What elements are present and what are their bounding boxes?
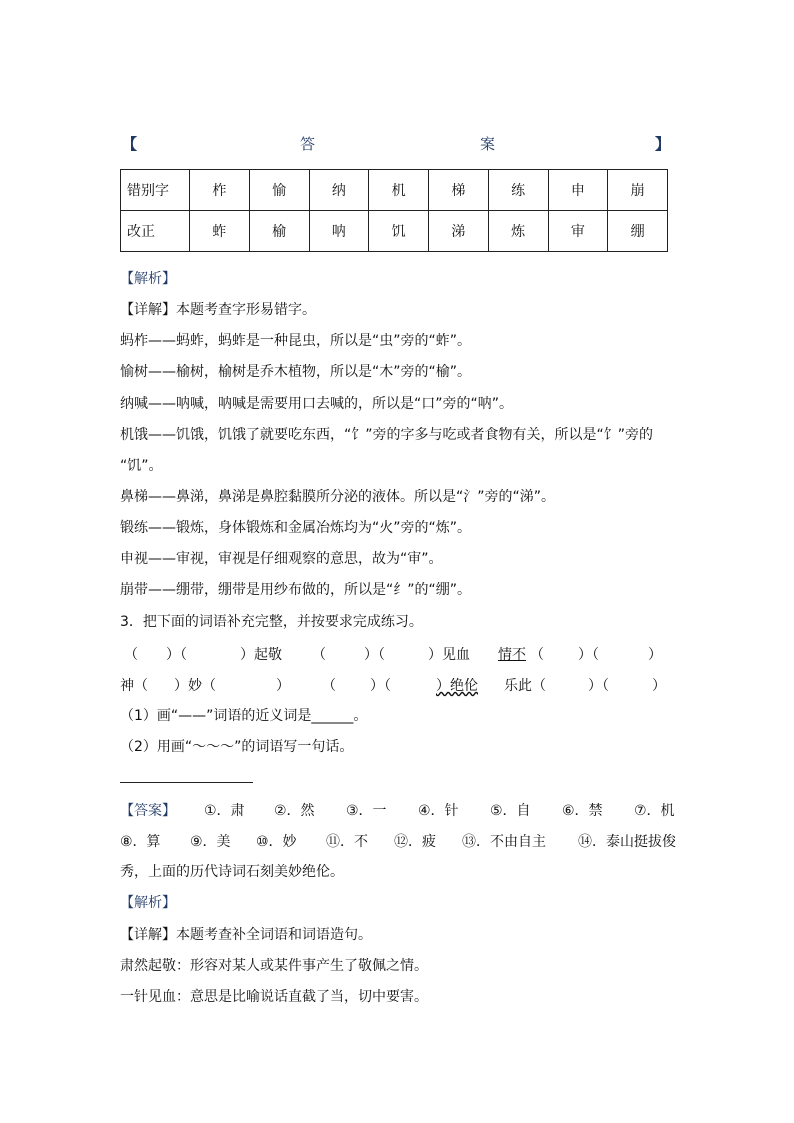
table-cell: 练 [488, 170, 548, 211]
explanation-line: 肃然起敬：形容对某人或某件事产生了敬佩之情。 [120, 958, 428, 974]
detail-intro: 【详解】本题考查字形易错字。 [120, 302, 316, 318]
answer-item: ⑬．不由自主 [462, 834, 546, 850]
explanation-line: 申视——审视，审视是仔细观察的意思，故为“审”。 [120, 551, 443, 567]
table-cell: 崩 [608, 170, 668, 211]
explanation-line: 锻练——锻炼，身体锻炼和金属冶炼均为“火”旁的“炼”。 [120, 520, 472, 536]
table-cell: 愉 [249, 170, 309, 211]
header-label-2: 案 [480, 135, 496, 153]
answer-item: ①．肃 [204, 803, 245, 819]
table-row-head: 错别字 [121, 170, 190, 211]
answer-item: ⑨．美 [190, 834, 231, 850]
table-cell: 涕 [429, 211, 489, 252]
answer-item: ④．针 [418, 803, 459, 819]
detail-intro: 【详解】本题考查补全词语和词语造句。 [120, 927, 372, 943]
table-cell: 饥 [369, 211, 429, 252]
table-cell: 申 [548, 170, 608, 211]
answer-item: ⑭．泰山挺拔俊 [578, 834, 676, 850]
correction-table [120, 169, 668, 252]
blank-text: ）（ [364, 647, 385, 663]
explanation-line: 纳喊——呐喊，呐喊是需要用口去喊的，所以是“口”旁的“呐”。 [120, 396, 514, 412]
header-label-1: 答 [300, 135, 316, 153]
section-heading-jiexi: 【解析】 [120, 271, 176, 287]
table-cell: 呐 [309, 211, 369, 252]
table-row-head: 改正 [121, 211, 190, 252]
answer-continuation: 秀，上面的历代诗词石刻美妙绝伦。 [120, 864, 344, 880]
table-cell: 机 [369, 170, 429, 211]
answer-item: ③．一 [346, 803, 387, 819]
explanation-line: 崩带——绷带，绷带是用纱布做的，所以是“纟”的“绷”。 [120, 582, 472, 598]
section-heading-jiexi: 【解析】 [120, 895, 176, 911]
blank-text: ）（ [578, 647, 599, 663]
sub-question-1: （1）画“——”词语的近义词是______。 [120, 708, 368, 724]
header-close-bracket: 】 [654, 135, 670, 153]
explanation-line: 鼻梯——鼻涕，鼻涕是鼻腔黏膜所分泌的液体。所以是“氵”旁的“涕”。 [120, 489, 556, 505]
answer-item: ②．然 [274, 803, 315, 819]
blank-text: ）（ [588, 678, 609, 694]
table-cell: 绷 [608, 211, 668, 252]
blank-text: 乐此（ [504, 678, 546, 694]
answer-divider [120, 782, 253, 783]
blank-text: 神（ [120, 678, 148, 694]
explanation-line: 机饿——饥饿，饥饿了就要吃东西，“饣”旁的字多与吃或者食物有关，所以是“饣”旁的 [120, 427, 654, 443]
header-open-bracket: 【 [122, 135, 138, 153]
fill-row-1 [120, 644, 680, 664]
table-cell: 柞 [190, 170, 250, 211]
table-cell: 炼 [488, 211, 548, 252]
answer-row-1 [120, 800, 680, 822]
blank-text: ）妙（ [174, 678, 216, 694]
blank-text: ）见血 [428, 647, 470, 663]
explanation-line: “饥”。 [120, 458, 163, 474]
table-cell: 梯 [429, 170, 489, 211]
blank-text: ） [648, 647, 662, 663]
table-row [121, 170, 668, 211]
blank-text: （ [124, 647, 138, 663]
blank-text: （ [322, 678, 336, 694]
blank-text: ）起敬 [240, 647, 282, 663]
explanation-line: 愉树——榆树，榆树是乔木植物，所以是“木”旁的“榆”。 [120, 364, 472, 380]
blank-text: ）（ [166, 647, 187, 663]
answer-item: ⑪．不 [326, 834, 368, 850]
blank-text: （ [530, 647, 544, 663]
answer-item: ⑧．算 [120, 834, 161, 850]
explanation-line: 一针见血：意思是比喻说话直截了当，切中要害。 [120, 989, 428, 1005]
blank-text: （ [312, 647, 326, 663]
table-cell: 蚱 [190, 211, 250, 252]
underlined-word: 情不 [498, 647, 526, 663]
blank-text: ） [276, 678, 290, 694]
answer-item: ⑥．禁 [562, 803, 603, 819]
blank-text: ） [652, 678, 666, 694]
fill-row-2 [120, 675, 680, 695]
answer-item: ⑤．自 [490, 803, 531, 819]
question-title: 3．把下面的词语补充完整，并按要求完成练习。 [120, 614, 423, 630]
blank-text: ）（ [370, 678, 391, 694]
explanation-line: 蚂柞——蚂蚱，蚂蚱是一种昆虫，所以是“虫”旁的“蚱”。 [120, 333, 472, 349]
table-cell: 审 [548, 211, 608, 252]
answer-item: ⑩．妙 [256, 834, 297, 850]
answer-label: 【答案】 [120, 803, 176, 819]
table-cell: 榆 [249, 211, 309, 252]
answer-item: ⑦．机 [634, 803, 675, 819]
wavy-word: ）绝伦 [436, 678, 478, 694]
table-row [121, 211, 668, 252]
answer-header [122, 133, 670, 155]
answer-item: ⑫．疲 [394, 834, 436, 850]
sub-question-2: （2）用画“～～～”的词语写一句话。 [120, 739, 354, 755]
table-cell: 纳 [309, 170, 369, 211]
answer-row-2 [120, 831, 680, 853]
